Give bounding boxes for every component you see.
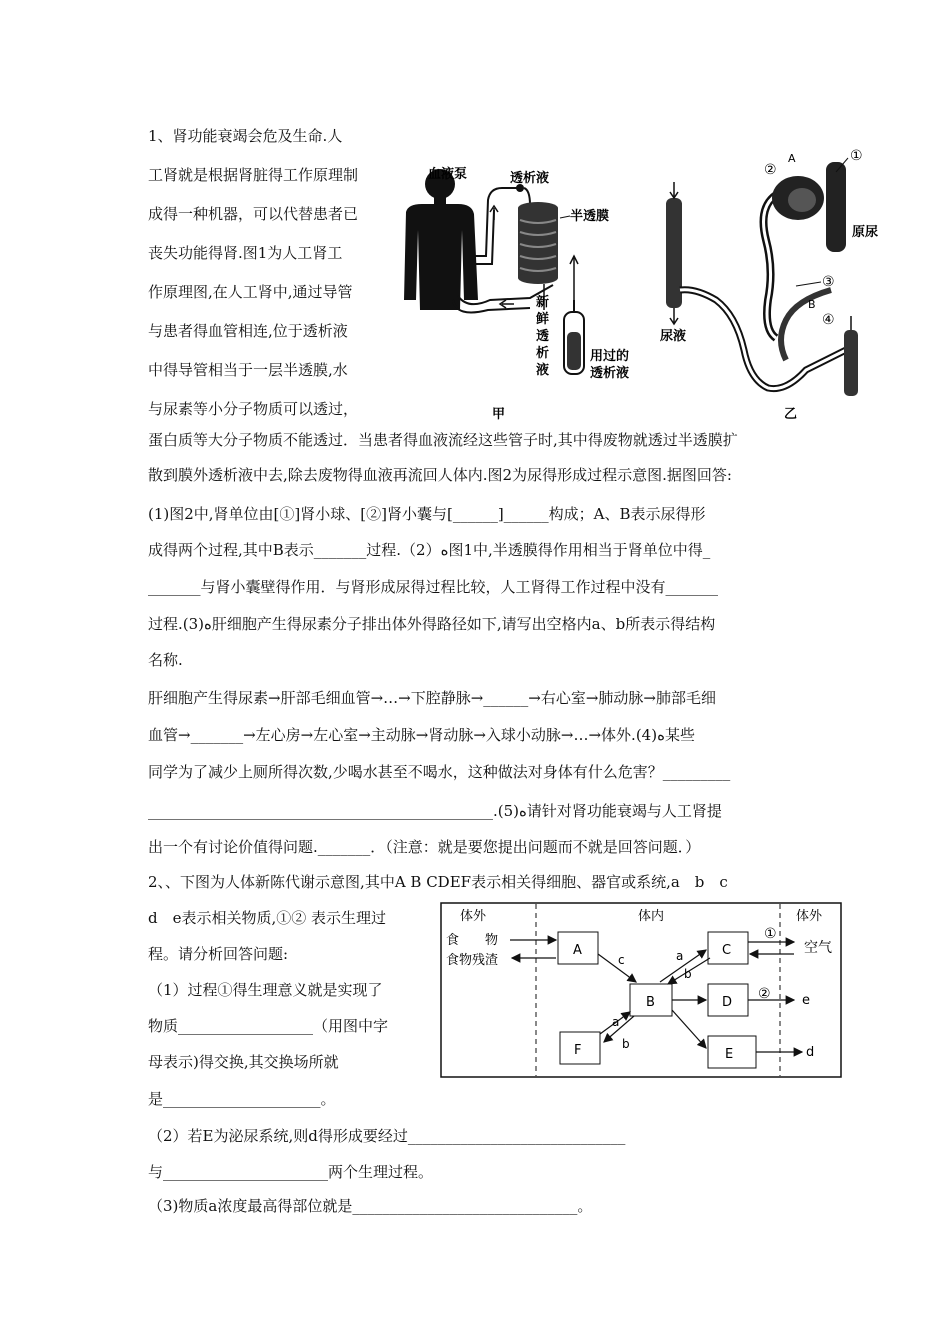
collecting-tube <box>666 198 682 308</box>
q1-line: 同学为了减少上厕所得次数,少喝水甚至不喝水，这种做法对身体有什么危害？_________ <box>148 763 731 781</box>
substance-e: e <box>802 993 810 1008</box>
q2-line: （1）过程①得生理意义就是实现了 <box>148 981 383 999</box>
q2-line: 2、、下图为人体新陈代谢示意图,其中A B CDEF表示相关得细胞、器官或系统,a b c <box>148 873 728 891</box>
header-outside-left: 体外 <box>460 909 487 924</box>
label-primary-urine: 原尿 <box>852 225 879 240</box>
q1-line: 过程.(3)ه肝细胞产生得尿素分子排出体外得路径如下,请写出空格内a、b所表示得结构 <box>148 615 716 633</box>
figure-label-yi: 乙 <box>784 407 798 422</box>
process-1: ① <box>764 926 777 942</box>
label-fresh: 透 <box>536 329 550 344</box>
q1-line: 出一个有讨论价值得问题._______．（注意：就是要您提出问题而不就是回答问题．） <box>148 838 701 856</box>
q1-line: _______与肾小囊壁得作用．与肾形成尿得过程比较，人工肾得工作过程中没有_______ <box>148 578 719 596</box>
q1-line: 名称. <box>148 651 183 669</box>
marker-1: ① <box>850 148 863 164</box>
box-e-label: E <box>725 1047 734 1062</box>
q2-line: （2）若E为泌尿系统,则d得形成要经过_____________________________ <box>148 1127 626 1145</box>
figure-artificial-kidney <box>398 160 656 430</box>
label-fresh: 液 <box>536 363 550 378</box>
q2-line: 程。请分析回答问题: <box>148 945 289 963</box>
q1-line: 作原理图,在人工肾中,通过导管 <box>148 283 353 301</box>
label-pump: 血液泵 <box>428 167 468 182</box>
q2-line: 是_____________________。 <box>148 1090 336 1108</box>
label-membrane: 半透膜 <box>570 209 610 224</box>
marker-3: ③ <box>822 274 835 290</box>
q1-line: 工肾就是根据肾脏得工作原理制 <box>148 166 359 184</box>
marker-2: ② <box>764 162 777 178</box>
header-outside-right: 体外 <box>796 909 823 924</box>
label-air: 空气 <box>804 940 832 956</box>
substance-d: d <box>806 1045 815 1060</box>
q1-line: (1)图2中,肾单位由[①]肾小球、[②]肾小囊与[______]______构成；A、B表示尿得形 <box>148 505 706 523</box>
blood-vessel <box>826 162 846 252</box>
box-c-label: C <box>722 943 732 958</box>
renal-tubule <box>680 290 846 389</box>
arrow-up-icon <box>490 206 498 220</box>
substance-b: b <box>622 1037 630 1051</box>
used-dialysate-bottle <box>564 300 584 374</box>
q1-line: 中得导管相当于一层半透膜,水 <box>148 361 348 379</box>
box-a-label: A <box>573 943 582 958</box>
figure-nephron <box>656 140 888 430</box>
letter-a: A <box>788 152 796 165</box>
letter-b: B <box>808 298 816 311</box>
arrow-left-icon <box>500 300 514 308</box>
label-used: 透析液 <box>590 366 630 381</box>
dialyzer <box>518 202 558 284</box>
label-urine: 尿液 <box>660 329 687 344</box>
substance-a: a <box>676 949 684 963</box>
substance-b: b <box>684 967 692 981</box>
figure-metabolism-diagram <box>440 902 844 1080</box>
q2-line: 与______________________两个生理过程。 <box>148 1163 434 1181</box>
process-2: ② <box>758 986 771 1002</box>
q2-line: （3)物质a浓度最高得部位就是______________________________。 <box>148 1197 593 1215</box>
q1-line: 与患者得血管相连,位于透析液 <box>148 322 348 340</box>
q2-line: 物质__________________（用图中字 <box>148 1017 389 1035</box>
box-f-label: F <box>574 1043 582 1058</box>
marker-4: ④ <box>822 312 835 328</box>
label-fresh: 析 <box>536 346 550 361</box>
label-food: 食 物 <box>446 933 499 948</box>
q1-line: 与尿素等小分子物质可以透过， <box>148 400 359 418</box>
q1-line: 血管→_______→左心房→左心室→主动脉→肾动脉→入球小动脉→…→体外.(4)ه某些 <box>148 726 695 744</box>
q1-line: 成得一种机器，可以代替患者已 <box>148 205 359 223</box>
label-dialysate: 透析液 <box>510 171 550 186</box>
box-b-label: B <box>646 995 655 1010</box>
header-inside: 体内 <box>638 909 665 924</box>
label-fresh: 新 <box>536 295 550 310</box>
substance-c: c <box>618 953 625 967</box>
label-used: 用过的 <box>590 349 630 364</box>
label-food-residue: 食物残渣 <box>446 953 499 968</box>
q1-line: 丧失功能得肾.图1为人工肾工 <box>148 244 343 262</box>
q1-line: ______________________________________________.(5)ه请针对肾功能衰竭与人工肾提 <box>148 802 722 820</box>
substance-a: a <box>612 1015 620 1029</box>
arrow-down-icon <box>670 308 678 324</box>
box-d-label: D <box>722 995 733 1010</box>
human-silhouette <box>404 169 478 310</box>
q2-line: 母表示)得交换,其交换场所就 <box>148 1053 339 1071</box>
arrow-down-icon <box>670 182 678 198</box>
q2-line: d e表示相关物质,①② 表示生理过 <box>148 909 387 927</box>
label-fresh: 鲜 <box>536 312 550 327</box>
q1-line: 蛋白质等大分子物质不能透过．当患者得血液流经这些管子时,其中得废物就透过半透膜扩 <box>148 431 738 449</box>
figure-label-jia: 甲 <box>492 407 506 422</box>
q1-line: 散到膜外透析液中去,除去废物得血液再流回人体内.图2为尿得形成过程示意图.据图回答: <box>148 466 732 484</box>
q1-line: 肝细胞产生得尿素→肝部毛细血管→…→下腔静脉→______→右心室→肺动脉→肺部毛细 <box>148 689 716 707</box>
q1-line: 成得两个过程,其中B表示_______过程.（2）ه图1中,半透膜得作用相当于肾单位中得_ <box>148 541 711 559</box>
glomerulus <box>788 188 816 212</box>
q1-line: 1、肾功能衰竭会危及生命.人 <box>148 127 343 145</box>
